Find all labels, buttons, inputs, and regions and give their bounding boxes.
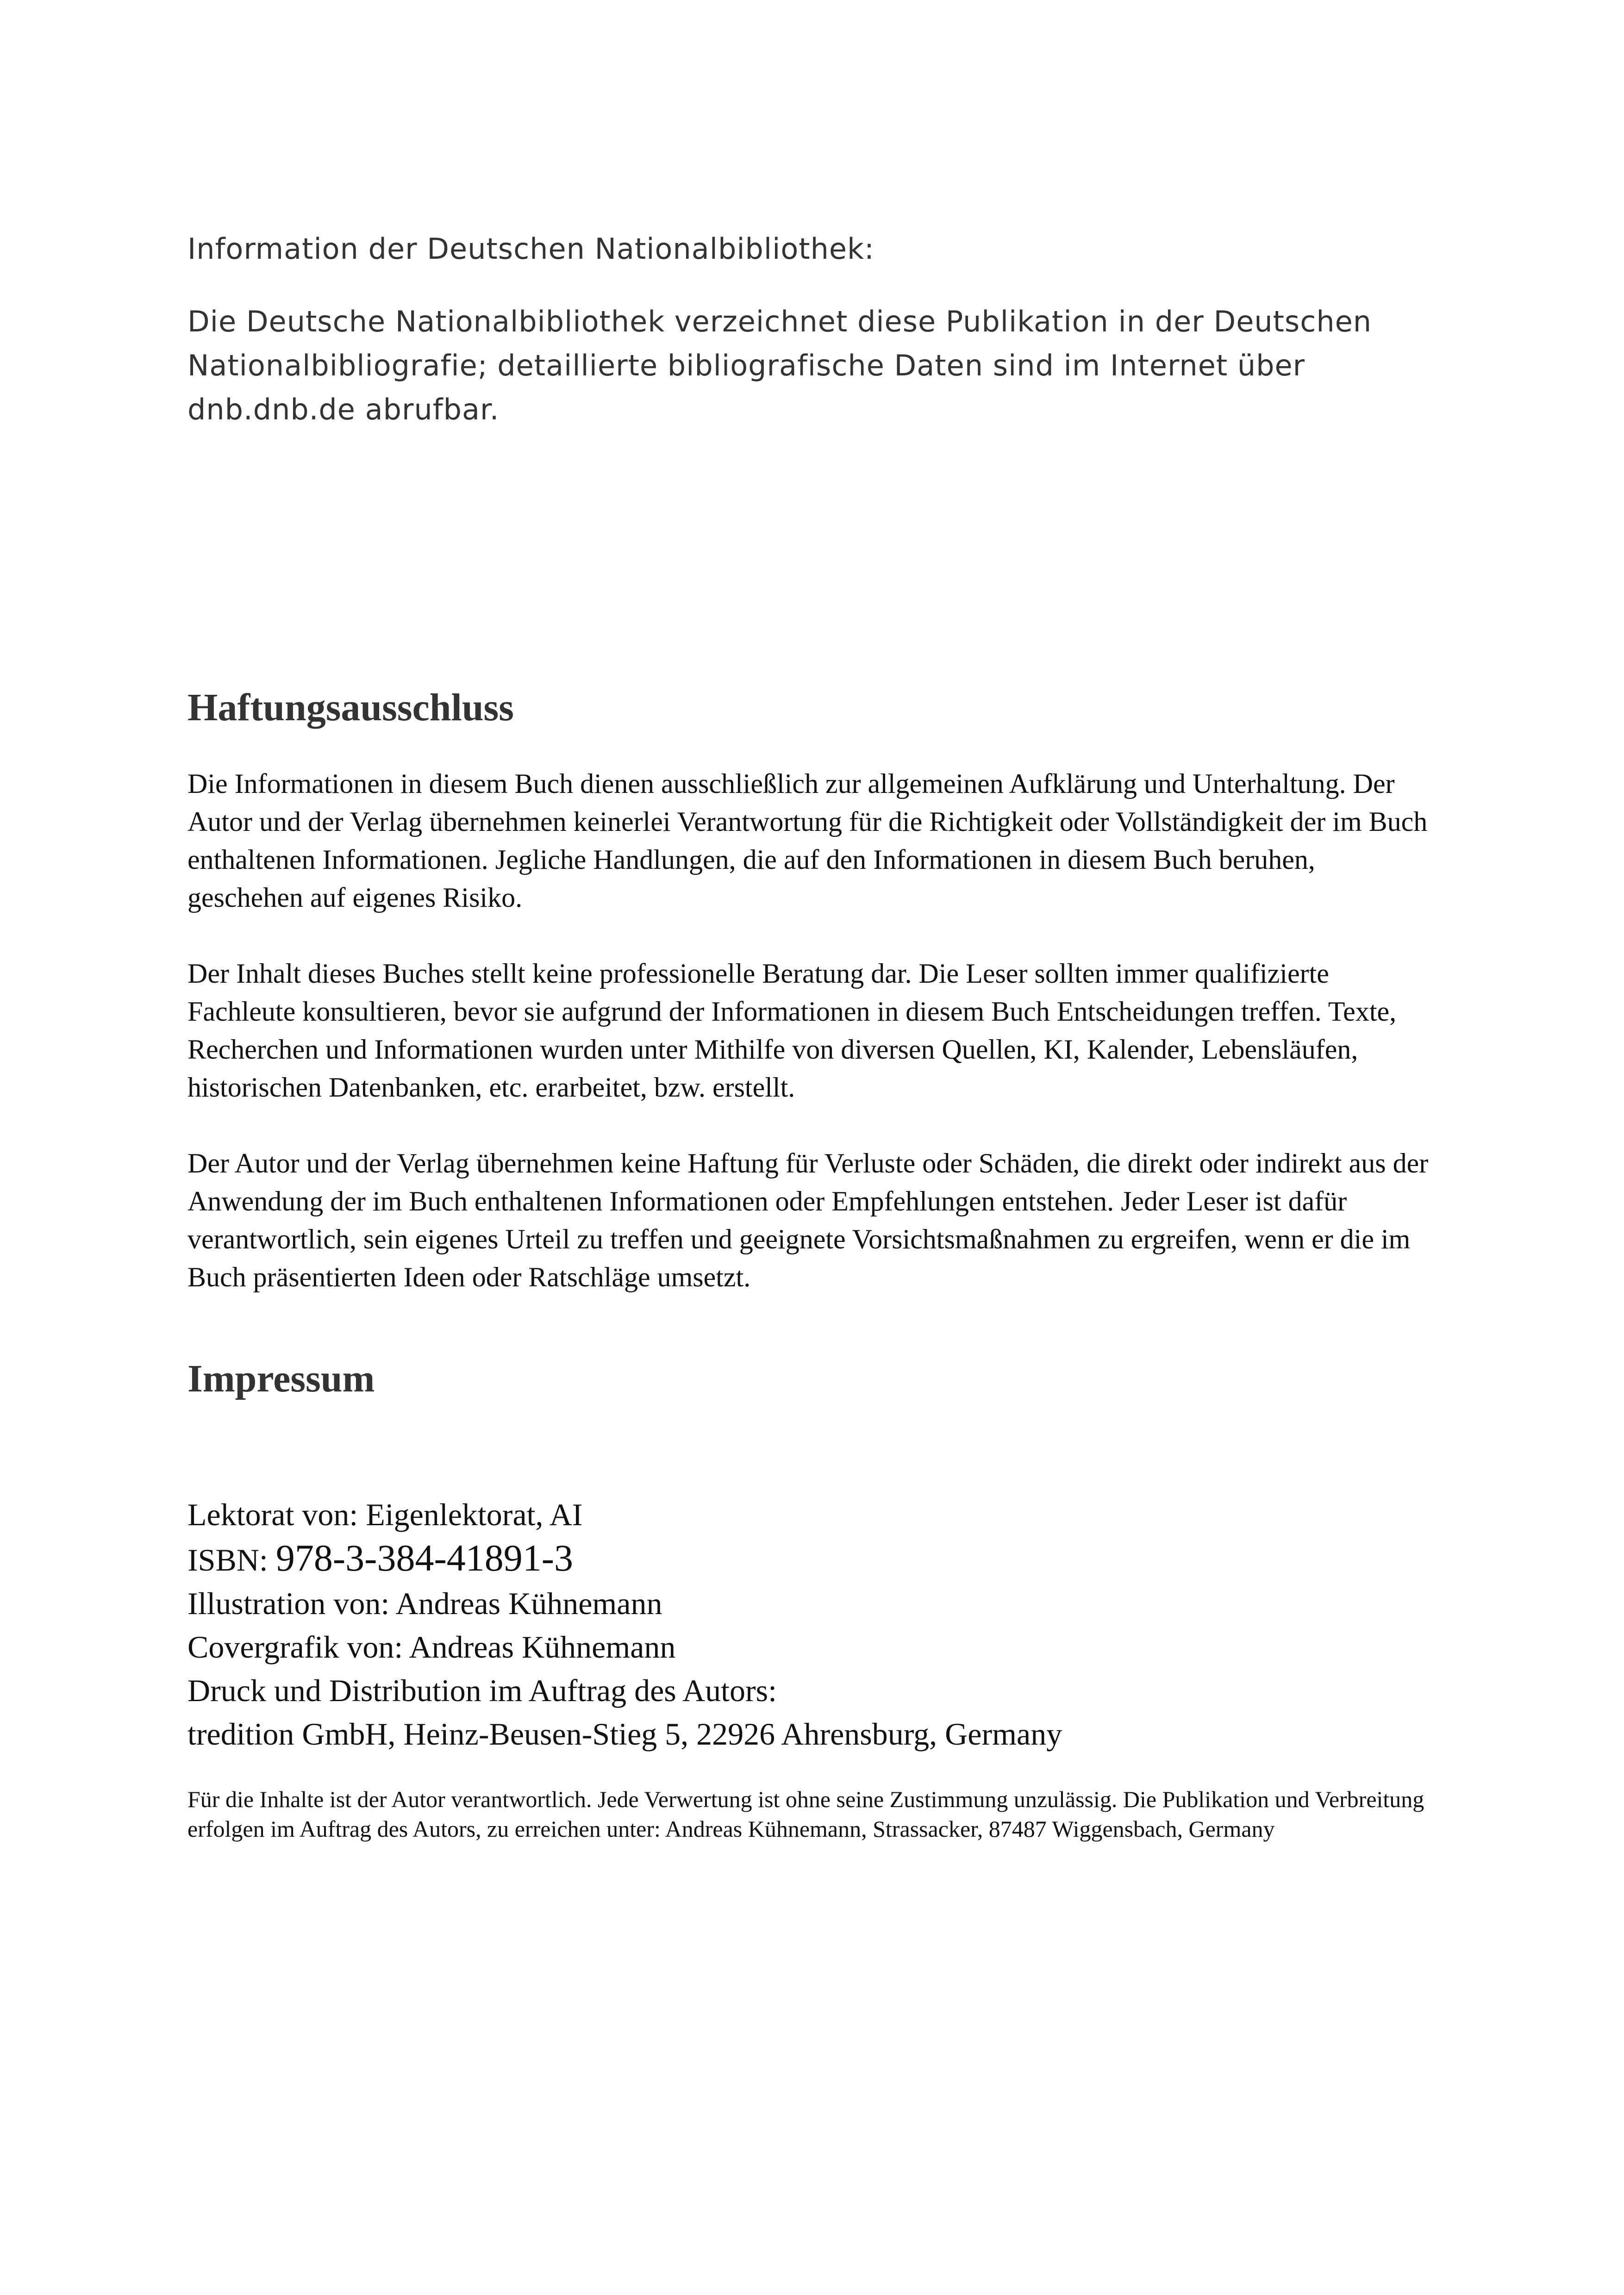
- impressum-section: [187, 1493, 1437, 1756]
- impressum-druck: Druck und Distribution im Auftrag des Autors:: [187, 1673, 777, 1708]
- disclaimer-title: Haftungsausschluss: [187, 686, 514, 729]
- impressum-verlag: tredition GmbH, Heinz-Beusen-Stieg 5, 22926 Ahrensburg, Germany: [187, 1716, 1062, 1752]
- dnb-heading: Information der Deutschen Nationalbibliothek:: [187, 232, 874, 266]
- disclaimer-section: [187, 765, 1437, 1334]
- dnb-notice: [187, 227, 1437, 431]
- impressum-isbn: [187, 1536, 1437, 1582]
- disclaimer-paragraph-3: Der Autor und der Verlag übernehmen keine Haftung für Verluste oder Schäden, die direkt oder indirekt aus der Anwendung der im Buch enthaltenen Informationen oder Empfehlungen entstehen. Jeder Leser ist dafür verantwortlich, sein eigenes Urteil zu treffen und geeignete Vorsichtsmaßnahmen zu ergreifen, wenn er die im Buch präsentierten Ideen oder Ratschläge umsetzt.: [187, 1148, 1429, 1292]
- impressum-lektorat: Lektorat von: Eigenlektorat, AI: [187, 1497, 583, 1532]
- impressum-footnote: Für die Inhalte ist der Autor verantwortlich. Jede Verwertung ist ohne seine Zustimmung unzulässig. Die Publikation und Verbreitung erfolgen im Auftrag des Autors, zu erreichen unter: Andreas Kühnemann, Strassacker, 87487 Wiggensbach, Germany: [187, 1786, 1424, 1842]
- disclaimer-paragraph-2: Der Inhalt dieses Buches stellt keine professionelle Beratung dar. Die Leser sollten immer qualifizierte Fachleute konsultieren, bevor sie aufgrund der Informationen in diesem Buch Entscheidungen treffen. Texte, Recherchen und Informationen wurden unter Mithilfe von diversen Quellen, KI, Kalender, Lebensläufen, historischen Datenbanken, etc. erarbeitet, bzw. erstellt.: [187, 958, 1397, 1103]
- impressum-illustration: Illustration von: Andreas Kühnemann: [187, 1586, 662, 1621]
- disclaimer-paragraph-1: Die Informationen in diesem Buch dienen ausschließlich zur allgemeinen Aufklärung und Unterhaltung. Der Autor und der Verlag übernehmen keinerlei Verantwortung für die Richtigkeit oder Vollständigkeit der im Buch enthaltenen Informationen. Jegliche Handlungen, die auf den Informationen in diesem Buch beruhen, geschehen auf eigenes Risiko.: [187, 768, 1428, 913]
- isbn-label: ISBN:: [187, 1542, 276, 1578]
- impressum-title: Impressum: [187, 1357, 375, 1400]
- dnb-body: Die Deutsche Nationalbibliothek verzeichnet diese Publikation in der Deutschen Nationalbibliografie; detaillierte bibliografische Daten sind im Internet über dnb.dnb.de abrufbar.: [187, 305, 1372, 426]
- document-page: [187, 0, 1437, 2295]
- impressum-covergrafik: Covergrafik von: Andreas Kühnemann: [187, 1629, 676, 1665]
- isbn-value: 978-3-384-41891-3: [275, 1537, 574, 1579]
